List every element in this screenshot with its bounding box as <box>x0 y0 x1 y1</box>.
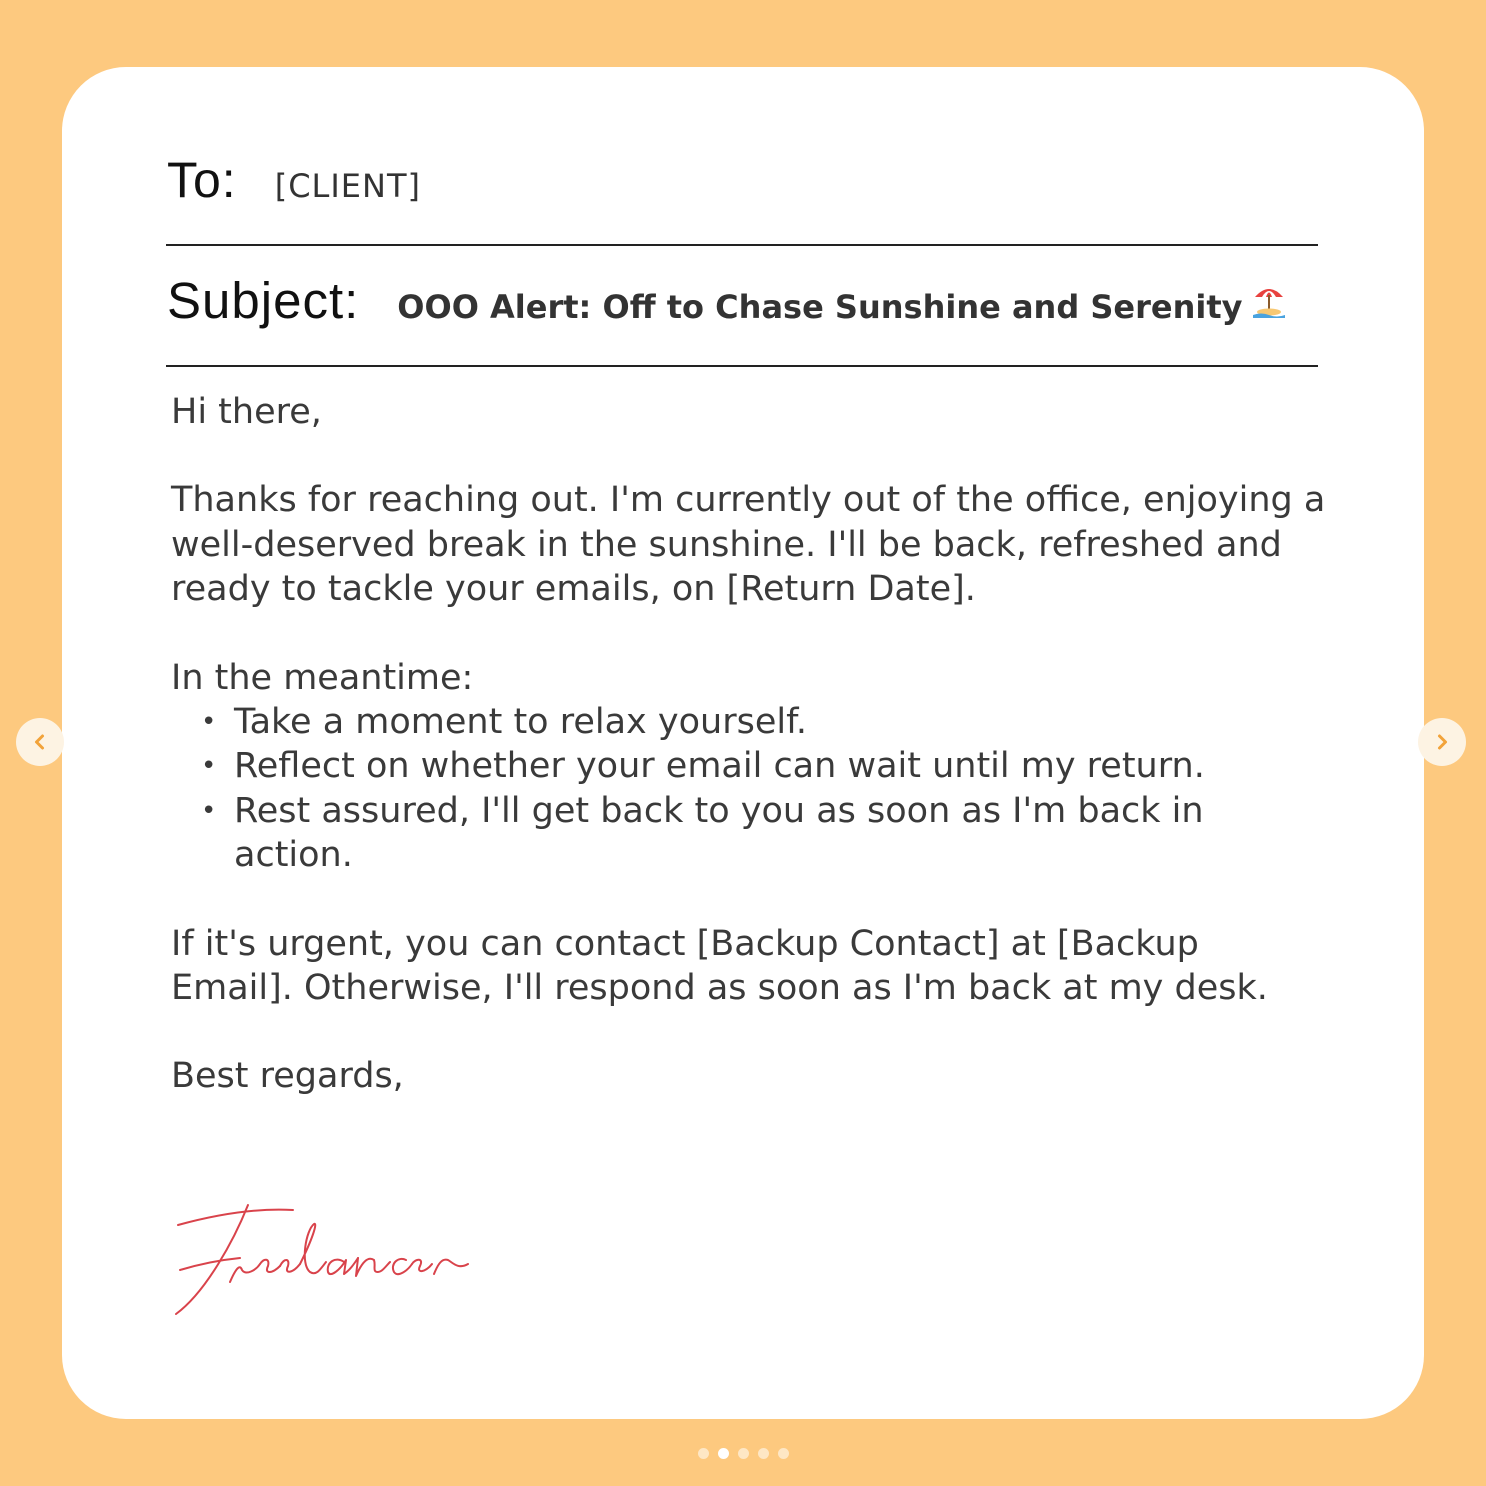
list-item: • Reflect on whether your email can wait until my return. <box>171 744 1331 788</box>
email-body <box>171 390 1331 1099</box>
previous-slide-button[interactable] <box>16 718 64 766</box>
to-row <box>167 151 421 209</box>
carousel-dot[interactable] <box>698 1448 709 1459</box>
carousel-dot[interactable] <box>738 1448 749 1459</box>
chevron-left-icon <box>29 731 51 753</box>
bullet-list <box>171 700 1331 878</box>
meantime-heading: In the meantime: <box>171 657 474 698</box>
carousel-dot[interactable] <box>778 1448 789 1459</box>
subject-row <box>167 271 1287 330</box>
email-card <box>62 67 1424 1419</box>
divider <box>166 365 1318 367</box>
subject-value: OOO Alert: Off to Chase Sunshine and Serenity <box>397 288 1243 326</box>
list-item: • Take a moment to relax yourself. <box>171 700 1331 744</box>
signature <box>168 1200 478 1320</box>
carousel-dot-active[interactable] <box>718 1448 729 1459</box>
next-slide-button[interactable] <box>1418 718 1466 766</box>
greeting: Hi there, <box>171 392 322 432</box>
chevron-right-icon <box>1431 731 1453 753</box>
to-value: [CLIENT] <box>274 167 421 205</box>
divider <box>166 244 1318 246</box>
to-label: To: <box>167 152 237 208</box>
paragraph-urgent: If it's urgent, you can contact [Backup Contact] at [Backup Email]. Otherwise, I'll respond as soon as I'm back at my desk. <box>171 923 1268 1009</box>
subject-label: Subject: <box>167 272 360 329</box>
closing: Best regards, <box>171 1056 404 1097</box>
list-item: • Rest assured, I'll get back to you as soon as I'm back in action. <box>171 789 1331 878</box>
beach-umbrella-icon <box>1251 282 1287 318</box>
paragraph-intro: Thanks for reaching out. I'm currently out of the office, enjoying a well-deserved break in the sunshine. I'll be back, refreshed and ready to tackle your emails, on [Return Date]. <box>171 480 1326 610</box>
carousel-dots <box>0 1448 1486 1459</box>
carousel-dot[interactable] <box>758 1448 769 1459</box>
